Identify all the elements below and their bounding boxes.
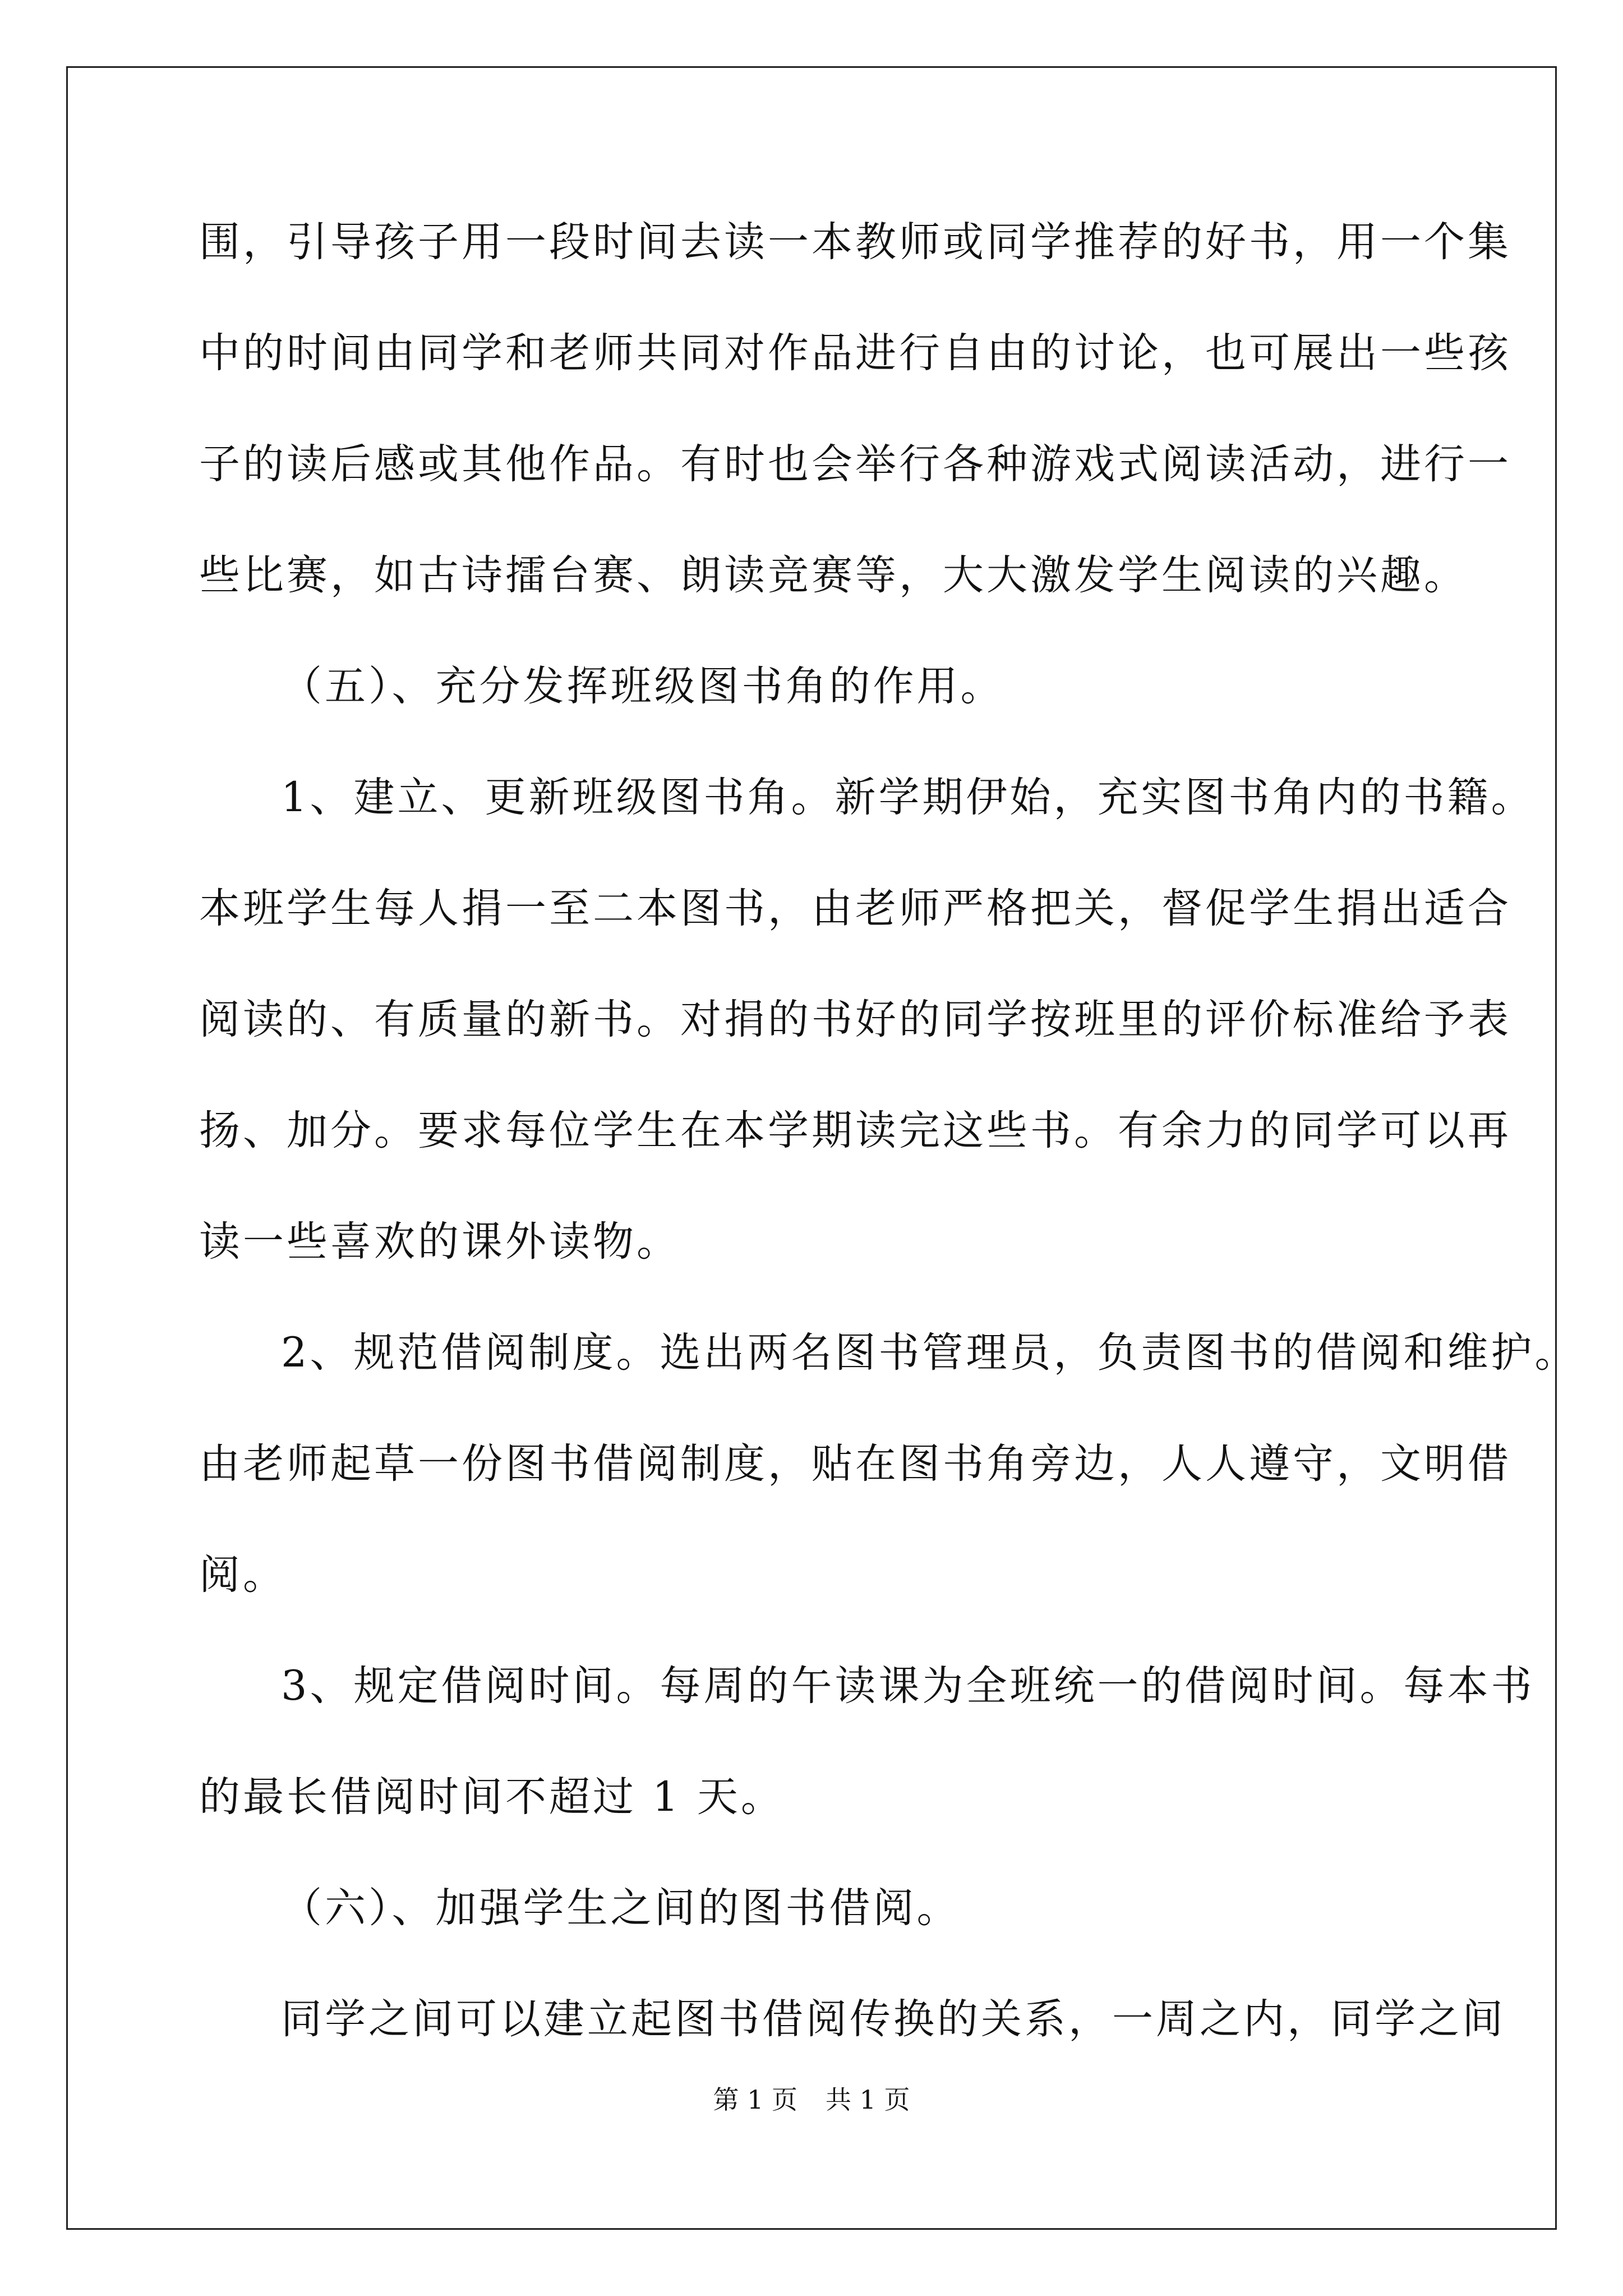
document-body [199,218,1579,2043]
section-heading: （六）、加强学生之间的图书借阅。 [281,1884,961,1932]
text-line: 本班学生每人捐一至二本图书，由老师严格把关，督促学生捐出适合 [199,885,1511,932]
section-heading: （五）、充分发挥班级图书角的作用。 [281,662,1004,710]
page-number: 第 1 页 [713,2085,797,2115]
text-line: 3、规定借阅时间。每周的午读课为全班统一的借阅时间。每本书 [281,1662,1535,1710]
page-total: 共 1 页 [826,2085,910,2115]
text-line: 扬、加分。要求每位学生在本学期读完这些书。有余力的同学可以再 [199,1107,1511,1154]
page-footer [0,2087,1623,2113]
text-line: 读一些喜欢的课外读物。 [199,1218,680,1266]
text-line: 由老师起草一份图书借阅制度，贴在图书角旁边，人人遵守，文明借 [199,1440,1511,1488]
text-line: 的最长借阅时间不超过 1 天。 [199,1773,785,1821]
text-line: 阅。 [199,1551,287,1599]
text-line: 子的读后感或其他作品。有时也会举行各种游戏式阅读活动，进行一 [199,440,1511,488]
text-line: 些比赛，如古诗擂台赛、朗读竞赛等，大大激发学生阅读的兴趣。 [199,551,1468,599]
text-line: 围，引导孩子用一段时间去读一本教师或同学推荐的好书，用一个集 [199,218,1511,266]
text-line: 2、规范借阅制度。选出两名图书管理员，负责图书的借阅和维护。 [281,1329,1579,1377]
text-line: 中的时间由同学和老师共同对作品进行自由的讨论，也可展出一些孩 [199,329,1511,377]
text-line: 同学之间可以建立起图书借阅传换的关系，一周之内，同学之间 [281,1995,1506,2043]
text-line: 阅读的、有质量的新书。对捐的书好的同学按班里的评价标准给予表 [199,996,1511,1043]
text-line: 1、建立、更新班级图书角。新学期伊始，充实图书角内的书籍。 [281,774,1535,821]
